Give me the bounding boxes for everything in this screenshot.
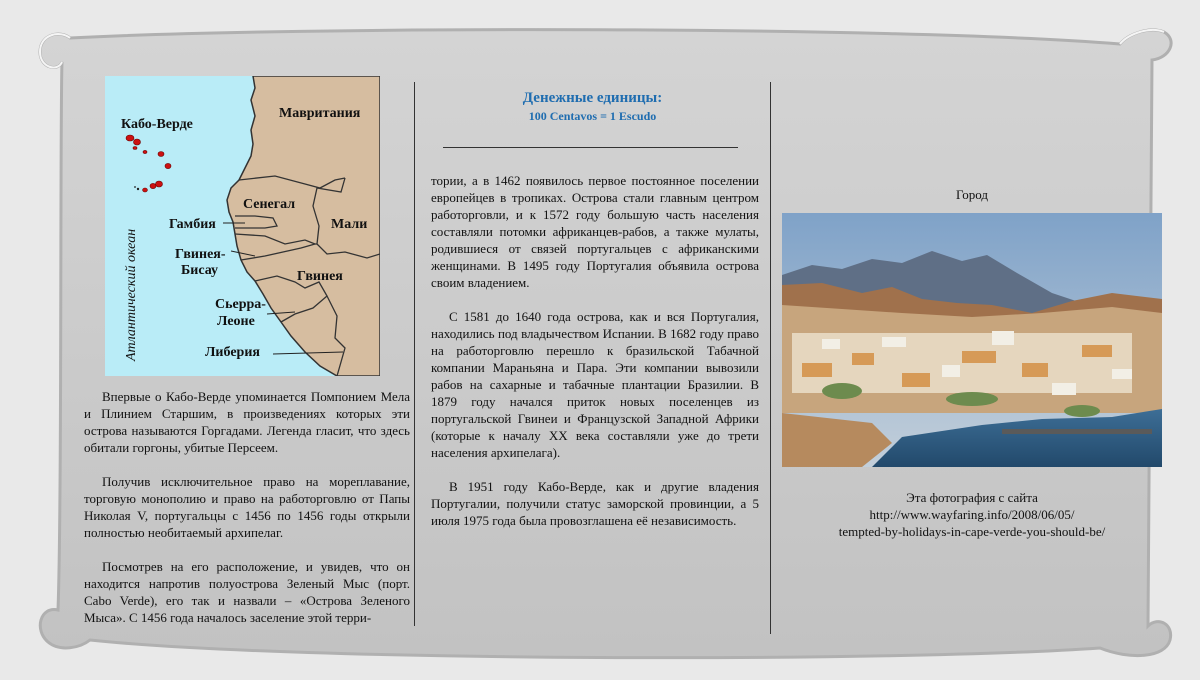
map-label-liberia: Либерия (205, 345, 260, 360)
left-paragraph-1: Впервые о Кабо-Верде упоминается Помпонием Мела и Плинием Старшим, в произведениях которых эти острова называются Горгадами. Легенда гласит, что здесь обитали горгоны, убитые Персеем. (84, 389, 410, 455)
map-label-mali: Мали (331, 217, 368, 232)
left-paragraph-2: Получив исключительное право на мореплавание, торговую монополию и право на работорговлю от Папы Николая V, португальцы с 1456 по 1456 годы открыли полностью необитаемый архипелаг. (84, 474, 410, 540)
column-divider-left (414, 82, 415, 626)
column-divider-right (770, 82, 771, 634)
currency-rate: 100 Centavos = 1 Escudo (528, 109, 657, 123)
middle-paragraph-3: В 1951 году Кабо-Верде, как и другие владения Португалии, получили статус заморской провинции, а 5 июля 1975 года была провозглашена её независимость. (431, 479, 759, 528)
west-africa-map (105, 76, 380, 376)
photo-caption-line-3: tempted-by-holidays-in-cape-verde-you-should-be/ (838, 524, 1106, 539)
left-column-text (84, 388, 410, 626)
map-label-guinea-bissau-2: Бисау (181, 263, 218, 278)
photo-caption-line-2: http://www.wayfaring.info/2008/06/05/ (869, 507, 1075, 522)
map-label-guinea: Гвинея (297, 269, 343, 284)
map-label-sierra-leone-2: Леоне (217, 314, 255, 329)
city-photo (782, 213, 1162, 467)
map-label-ocean: Атлантический океан (124, 228, 139, 361)
middle-column-text (431, 172, 759, 529)
middle-paragraph-2: С 1581 до 1640 года острова, как и вся Португалия, находились под владычеством Испании. В 1682 году право на работорговлю перешло к бразильской Табачной компании Мараньяна и Пара. Эти компании вывозили рабов на сахарные и табачные плантации Бразилии. В 1879 году начался приток новых поселенцев из португальской Гвинеи и Французской Западной Африки (которые к началу XX века составляли уже до трети населения архипелага). (431, 309, 759, 460)
map-label-sierra-leone-1: Сьерра- (215, 297, 266, 312)
currency-separator (443, 147, 738, 148)
middle-paragraph-1: тории, а в 1462 появилось первое постоянное поселении европейцев в тропиках. Острова стали главным центром работорговли, и к 1572 году большую часть населения составляли потомки африканцев-рабов, а также мулаты, родившиеся от связей португальцев с африканскими женщинами. В 1495 году Португалия объявила острова своим владением. (431, 173, 759, 290)
photo-caption (782, 489, 1162, 540)
currency-title: Денежные единицы: (522, 90, 663, 106)
city-photo-label: Город (955, 187, 989, 202)
left-paragraph-3: Посмотрев на его расположение, и увидев, что он находится напротив полуострова Зеленый Мыс (порт. Cabo Verde), его так и назвали – «Острова Зеленого Мыса». С 1456 года началось заселение этой терри- (84, 559, 410, 625)
map-label-senegal: Сенегал (243, 197, 296, 212)
photo-caption-line-1: Эта фотография с сайта (906, 490, 1038, 505)
map-label-guinea-bissau-1: Гвинея- (175, 247, 226, 262)
map-label-cabo-verde: Кабо-Верде (121, 117, 193, 132)
map-label-gambia: Гамбия (169, 217, 216, 232)
map-label-mauritania: Мавритания (279, 106, 361, 121)
